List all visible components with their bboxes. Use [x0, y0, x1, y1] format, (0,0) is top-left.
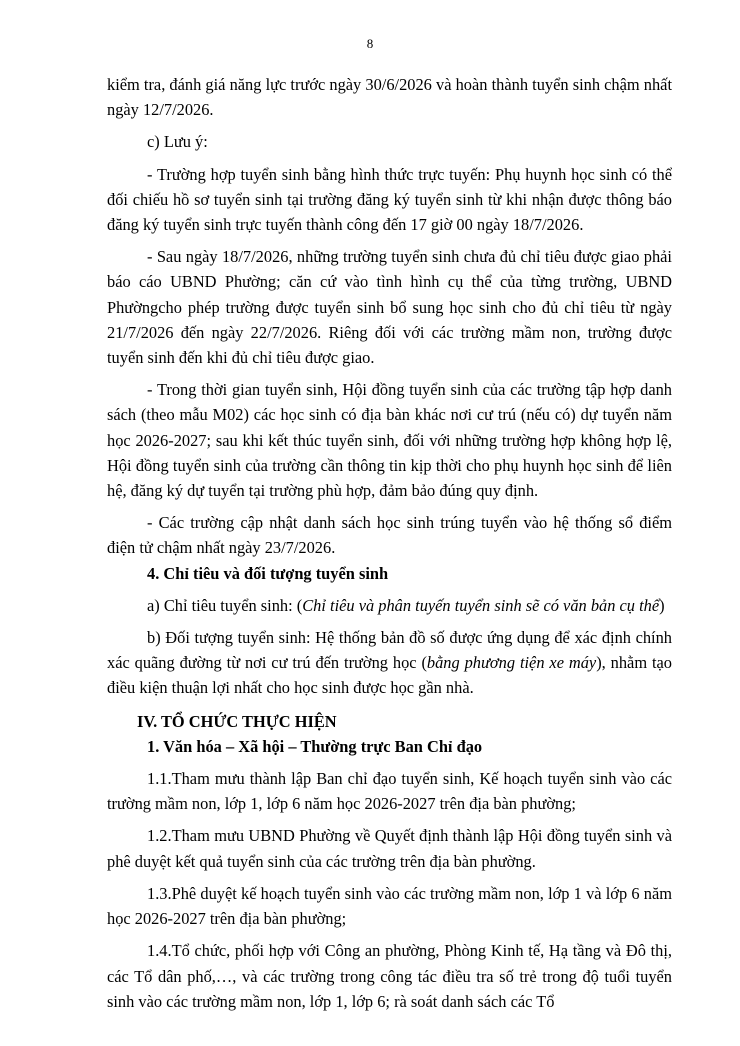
paragraph: 1.2.Tham mưu UBND Phường về Quyết định thành lập Hội đồng tuyển sinh và phê duyệt kết quả tuyển sinh của các trường trên địa bàn phường. — [107, 826, 672, 871]
chapter-heading: IV. TỔ CHỨC THỰC HIỆN — [137, 711, 337, 731]
paragraph: 1.1.Tham mưu thành lập Ban chỉ đạo tuyển sinh, Kế hoạch tuyển sinh vào các trường mầm non, lớp 1, lớp 6 năm học 2026-2027 trên địa bàn phường; — [107, 769, 672, 814]
paragraph: - Các trường cập nhật danh sách học sinh trúng tuyển vào hệ thống sổ điểm điện tử chậm nhất ngày 23/7/2026. — [107, 513, 672, 558]
paragraph — [107, 625, 672, 701]
italic-span: Chỉ tiêu và phân tuyến tuyển sinh sẽ có văn bản cụ thể — [302, 595, 660, 615]
paragraph — [107, 593, 672, 618]
italic-span: bằng phương tiện xe máy — [426, 653, 597, 673]
document-body — [107, 72, 672, 1014]
text-span: ), nhằm tạo điều kiện thuận lợi nhất cho học sinh được học gần nhà. — [107, 653, 672, 698]
section-heading: 4. Chỉ tiêu và đối tượng tuyển sinh — [147, 563, 389, 583]
paragraph: - Trong thời gian tuyển sinh, Hội đồng tuyển sinh của các trường tập hợp danh sách (theo mẫu M02) các học sinh có địa bàn khác nơi cư trú (nếu có) dự tuyển năm học 2026-2027; sau khi kết thúc tuyển sinh, đối với những trường hợp không hợp lệ, Hội đồng tuyển sinh của trường cần thông tin kịp thời cho phụ huynh học sinh để liên hệ, đăng ký dự tuyển tại trường phù hợp, đảm bảo đúng quy định. — [107, 380, 672, 501]
text-span: ) — [659, 595, 665, 615]
section-heading: 1. Văn hóa – Xã hội – Thường trực Ban Chỉ đạo — [147, 736, 483, 756]
paragraph: - Sau ngày 18/7/2026, những trường tuyển sinh chưa đủ chỉ tiêu được giao phải báo cáo UBND Phường; căn cứ vào tình hình cụ thể của từng trường, UBND Phườngcho phép trường được tuyển sinh bổ sung học sinh cho đủ chỉ tiêu từ ngày 21/7/2026 đến ngày 22/7/2026. Riêng đối với các trường mầm non, trường được tuyển sinh đến khi đủ chỉ tiêu được giao. — [107, 247, 672, 368]
paragraph: - Trường hợp tuyển sinh bằng hình thức trực tuyến: Phụ huynh học sinh có thể đối chiếu hồ sơ tuyển sinh tại trường đăng ký tuyển sinh từ khi nhận được thông báo đăng ký tuyển sinh trực tuyến thành công đến 17 giờ 00 ngày 18/7/2026. — [107, 164, 672, 235]
page-number: 8 — [366, 36, 374, 51]
paragraph: kiểm tra, đánh giá năng lực trước ngày 30/6/2026 và hoàn thành tuyển sinh chậm nhất ngày 12/7/2026. — [107, 75, 672, 120]
paragraph: 1.4.Tổ chức, phối hợp với Công an phường, Phòng Kinh tế, Hạ tầng và Đô thị, các Tổ dân phố,…, và các trường trong công tác điều tra số trẻ trong độ tuổi tuyển sinh vào các trường mầm non, lớp 1, lớp 6; rà soát danh sách các Tổ — [107, 941, 672, 1011]
text-span: b) Đối tượng tuyển sinh: Hệ thống bản đồ số được ứng dụng để xác định chính xác quãng đường từ nơi cư trú đến trường học ( — [107, 628, 672, 673]
text-span: a) Chỉ tiêu tuyển sinh: ( — [147, 595, 303, 615]
paragraph: 1.3.Phê duyệt kế hoạch tuyển sinh vào các trường mầm non, lớp 1 và lớp 6 năm học 2026-2027 trên địa bàn phường; — [107, 883, 672, 929]
paragraph: c) Lưu ý: — [147, 132, 208, 152]
